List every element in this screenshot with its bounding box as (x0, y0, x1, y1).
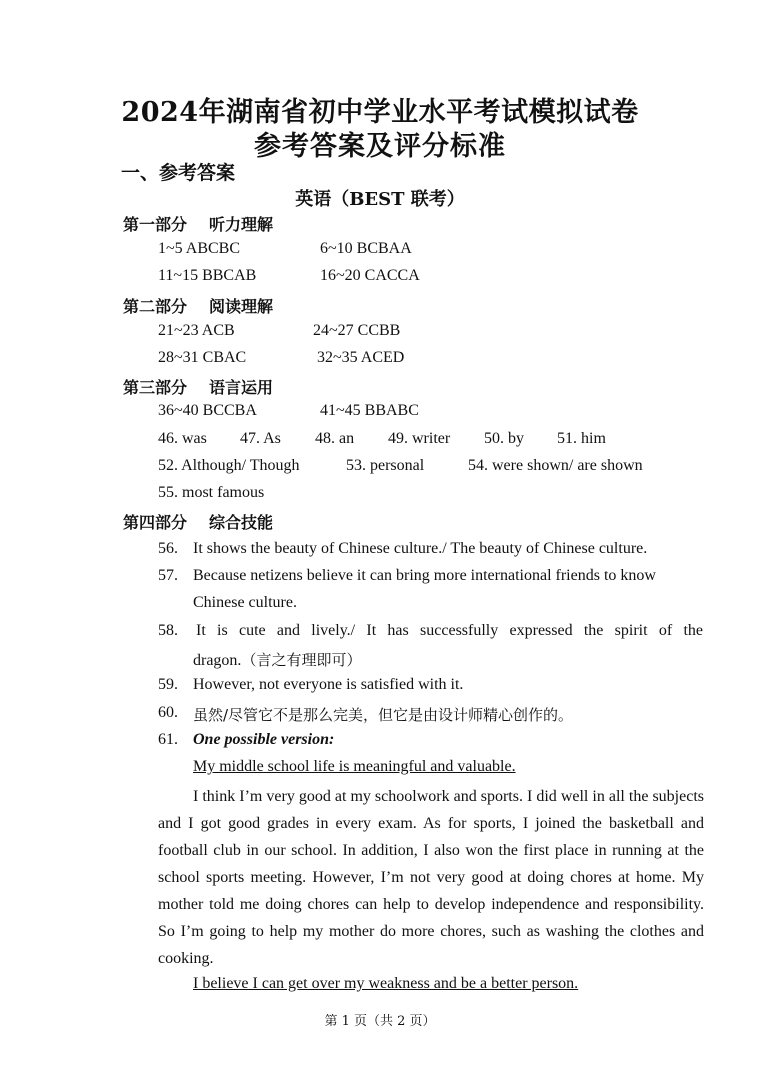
part2-name: 阅读理解 (209, 297, 274, 316)
page-footer: 第 1 页（共 2 页） (324, 1014, 436, 1029)
part3-label: 第三部分 (123, 378, 188, 397)
grading-note: （言之有理即可） (241, 651, 362, 669)
page-subtitle: 参考答案及评分标准 (254, 131, 506, 162)
answer-group: 41~45 BBABC (320, 402, 419, 419)
blank-answer: 51. him (557, 430, 606, 447)
section-heading: 一、参考答案 (121, 162, 236, 184)
answer-group: 36~40 BCCBA (158, 402, 257, 419)
answer-group: 6~10 BCBAA (320, 240, 412, 257)
answer-group: 24~27 CCBB (313, 322, 401, 339)
subject-heading: 英语（BEST 联考） (295, 189, 465, 210)
part1-name: 听力理解 (209, 215, 274, 234)
answer-group: 1~5 ABCBC (158, 240, 241, 257)
blank-answer: 49. writer (388, 430, 451, 447)
answer-text: 虽然/尽管它不是那么完美，但它是由设计师精心创作的。 (193, 706, 574, 724)
essay-topic-sentence: My middle school life is meaningful and valuable. (193, 758, 516, 775)
part4-label: 第四部分 (123, 513, 188, 532)
blank-answer: 48. an (315, 430, 355, 447)
answer-text: It shows the beauty of Chinese culture./ The beauty of Chinese culture. (193, 540, 648, 557)
answer-text: It is cute and lively./ It has successfully expressed the spirit of the (196, 622, 703, 639)
answer-group: 16~20 CACCA (320, 267, 420, 284)
blank-answer: 50. by (484, 430, 524, 447)
part4-heading (123, 510, 273, 533)
answer-text: dragon.（言之有理即可） (193, 651, 362, 669)
blank-answer: 53. personal (346, 457, 425, 474)
blank-answer: 47. As (240, 430, 281, 447)
question-number: 56. (158, 540, 178, 557)
part2-heading (123, 294, 273, 317)
part2-label: 第二部分 (123, 297, 188, 316)
blank-answer: 52. Although/ Though (158, 457, 300, 474)
answer-text: Because netizens believe it can bring more international friends to know (193, 567, 656, 584)
blank-answer: 55. most famous (158, 484, 265, 501)
answer-text: Chinese culture. (193, 594, 297, 611)
part3-heading (123, 375, 273, 398)
answer-group: 11~15 BBCAB (158, 267, 257, 284)
page-title: 2024年湖南省初中学业水平考试模拟试卷 (121, 97, 639, 128)
part1-label: 第一部分 (123, 215, 188, 234)
answer-group: 32~35 ACED (317, 349, 405, 366)
blank-answer: 54. were shown/ are shown (468, 457, 643, 474)
blank-answer: 46. was (158, 430, 207, 447)
part4-name: 综合技能 (209, 513, 274, 532)
question-number: 57. (158, 567, 178, 584)
essay-closing-sentence: I believe I can get over my weakness and be a better person. (193, 975, 579, 992)
answer-group: 21~23 ACB (158, 322, 235, 339)
essay-heading: One possible version: (193, 731, 335, 748)
essay-body: I think I’m very good at my schoolwork and sports. I did well in all the subjects and I got good grades in every exam. As for sports, I joined the basketball and football club in our school. In addition, I also won the first place in running at the school sports meeting. However, I’m not very good at doing chores at home. My mother told me doing chores can help to develop independence and responsibility. So I’m going to help my mother do more chores, such as washing the clothes and cooking. (158, 788, 704, 967)
question-number: 61. (158, 731, 178, 748)
answer-text: However, not everyone is satisfied with it. (193, 676, 464, 693)
part1-heading (123, 212, 273, 235)
question-number: 58. (158, 622, 178, 639)
question-number: 59. (158, 676, 178, 693)
question-number: 60. (158, 704, 178, 721)
answer-group: 28~31 CBAC (158, 349, 247, 366)
part3-name: 语言运用 (209, 378, 274, 397)
